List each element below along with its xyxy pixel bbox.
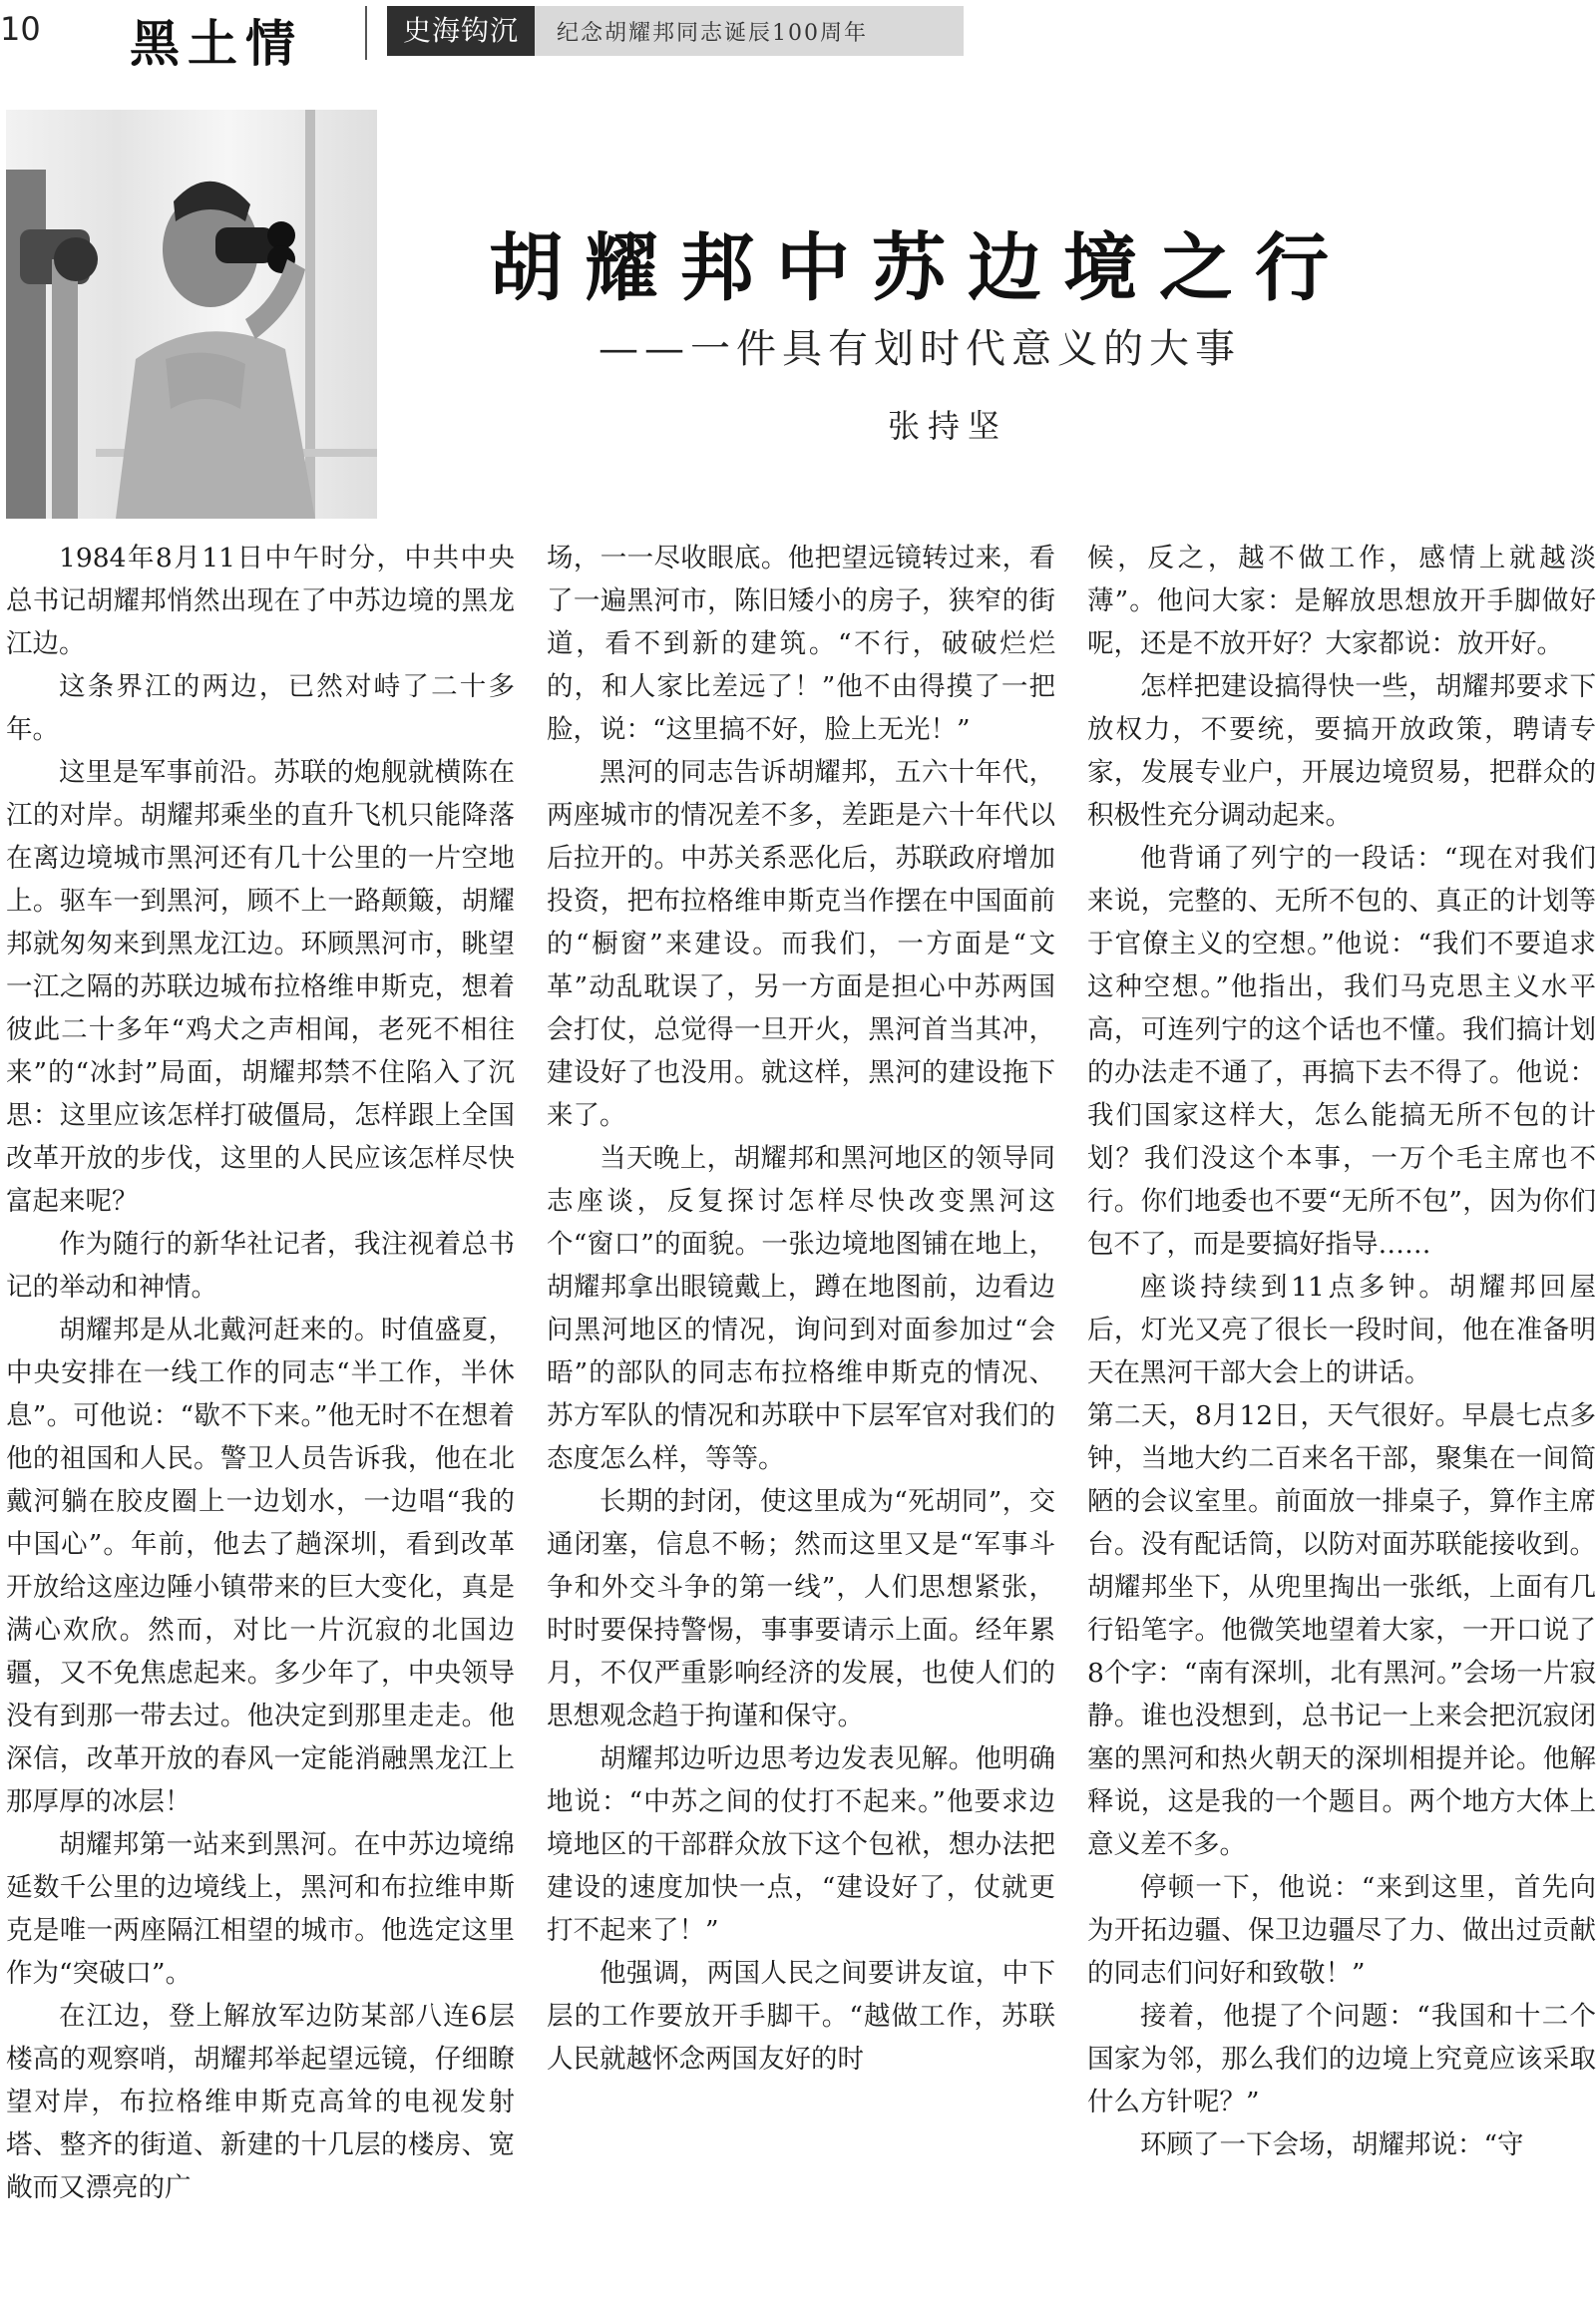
paragraph: 场，一一尽收眼底。他把望远镜转过来，看了一遍黑河市，陈旧矮小的房子，狭窄的街道，看不到新的建筑。“不行，破破烂烂的，和人家比差远了！”他不由得摸了一把脸，说：“这里搞不好，脸上无光！” <box>547 543 1055 745</box>
text-column-1 <box>6 537 515 2297</box>
paragraph: 当天晚上，胡耀邦和黑河地区的领导同志座谈，反复探讨怎样尽快改变黑河这个“窗口”的面貌。一张边境地图铺在地上，胡耀邦拿出眼镜戴上，蹲在地图前，边看边问黑河地区的情况，询问到对面参加过“会晤”的部队的同志布拉格维申斯克的情况、苏方军队的情况和苏联中下层军官对我们的态度怎么样，等等。 <box>547 1143 1055 1474</box>
paragraph: 在江边，登上解放军边防某部八连6层楼高的观察哨，胡耀邦举起望远镜，仔细瞭望对岸，布拉格维申斯克高耸的电视发射塔、整齐的街道、新建的十几层的楼房、宽敞而又漂亮的广 <box>6 2001 515 2203</box>
paragraph: 作为随行的新华社记者，我注视着总书记的举动和神情。 <box>6 1229 515 1303</box>
masthead-divider <box>365 6 367 60</box>
masthead-logo: 黑土情 <box>130 14 303 73</box>
photo-man-with-binoculars-icon <box>6 110 377 519</box>
article-title: 胡耀邦中苏边境之行 <box>489 225 1351 311</box>
text-column-3 <box>1087 537 1596 2297</box>
paragraph: 胡耀邦边听边思考边发表见解。他明确地说：“中苏之间的仗打不起来。”他要求边境地区的干部群众放下这个包袱，想办法把建设的速度加快一点，“建设好了，仗就更打不起来了！” <box>547 1743 1055 1946</box>
paragraph: 1984年8月11日中午时分，中共中央总书记胡耀邦悄然出现在了中苏边境的黑龙江边。 <box>6 543 515 659</box>
paragraph: 他背诵了列宁的一段话：“现在对我们来说，完整的、无所不包的、真正的计划等于官僚主义的空想。”他说：“我们不要追求这种空想。”他指出，我们马克思主义水平高，可连列宁的这个话也不懂。我们搞计划的办法走不通了，再搞下去不得了。他说：我们国家这样大，怎么能搞无所不包的计划？我们没这个本事，一万个毛主席也不行。你们地委也不要“无所不包”，因为你们包不了，而是要搞好指导…… <box>1087 843 1596 1260</box>
paragraph: 候，反之，越不做工作，感情上就越淡薄”。他问大家：是解放思想放开手脚做好呢，还是不放开好？大家都说：放开好。 <box>1087 543 1596 659</box>
paragraph: 这条界江的两边，已然对峙了二十多年。 <box>6 671 515 745</box>
paragraph: 黑河的同志告诉胡耀邦，五六十年代，两座城市的情况差不多，差距是六十年代以后拉开的。中苏关系恶化后，苏联政府增加投资，把布拉格维申斯克当作摆在中国面前的“橱窗”来建设。而我们，一方面是“文革”动乱耽误了，另一方面是担心中苏两国会打仗，总觉得一旦开火，黑河首当其冲，建设好了也没用。就这样，黑河的建设拖下来了。 <box>547 757 1055 1131</box>
section-banner <box>387 6 964 56</box>
section-subtitle: 纪念胡耀邦同志诞辰100周年 <box>557 20 869 46</box>
paragraph: 他强调，两国人民之间要讲友谊，中下层的工作要放开手脚干。“越做工作，苏联人民就越怀念两国友好的时 <box>547 1958 1055 2075</box>
paragraph: 胡耀邦是从北戴河赶来的。时值盛夏，中央安排在一线工作的同志“半工作，半休息”。可他说：“歇不下来。”他无时不在想着他的祖国和人民。警卫人员告诉我，他在北戴河躺在胶皮圈上一边划水，一边唱“我的中国心”。年前，他去了趟深圳，看到改革开放给这座边陲小镇带来的巨大变化，真是满心欢欣。然而，对比一片沉寂的北国边疆，又不免焦虑起来。多少年了，中央领导没有到那一带去过。他决定到那里走走。他深信，改革开放的春风一定能消融黑龙江上那厚厚的冰层！ <box>6 1315 515 1817</box>
article-author: 张持坚 <box>888 407 1008 445</box>
article-photo <box>6 110 377 519</box>
paragraph: 座谈持续到11点多钟。胡耀邦回屋后，灯光又亮了很长一段时间，他在准备明天在黑河干部大会上的讲话。 <box>1087 1272 1596 1388</box>
paragraph: 怎样把建设搞得快一些，胡耀邦要求下放权力，不要统，要搞开放政策，聘请专家，发展专业户，开展边境贸易，把群众的积极性充分调动起来。 <box>1087 671 1596 831</box>
paragraph: 这里是军事前沿。苏联的炮舰就横陈在江的对岸。胡耀邦乘坐的直升飞机只能降落在离边境城市黑河还有几十公里的一片空地上。驱车一到黑河，顾不上一路颠簸，胡耀邦就匆匆来到黑龙江边。环顾黑河市，眺望一江之隔的苏联边城布拉格维申斯克，想着彼此二十多年“鸡犬之声相闻，老死不相往来”的“冰封”局面，胡耀邦禁不住陷入了沉思：这里应该怎样打破僵局，怎样跟上全国改革开放的步伐，这里的人民应该怎样尽快富起来呢？ <box>6 757 515 1217</box>
section-label: 史海钩沉 <box>387 6 535 56</box>
text-column-2 <box>547 537 1055 2297</box>
article-subtitle: ——一件具有划时代意义的大事 <box>598 326 1241 372</box>
paragraph: 长期的封闭，使这里成为“死胡同”，交通闭塞，信息不畅；然而这里又是“军事斗争和外交斗争的第一线”，人们思想紧张，时时要保持警惕，事事要请示上面。经年累月，不仅严重影响经济的发展，也使人们的思想观念趋于拘谨和保守。 <box>547 1486 1055 1731</box>
page-number: 10 <box>0 10 41 48</box>
paragraph: 接着，他提了个问题：“我国和十二个国家为邻，那么我们的边境上究竟应该采取什么方针呢？” <box>1087 2001 1596 2117</box>
paragraph: 第二天，8月12日，天气很好。早晨七点多钟，当地大约二百来名干部，聚集在一间简陋的会议室里。前面放一排桌子，算作主席台。没有配话筒，以防对面苏联能接收到。胡耀邦坐下，从兜里掏出一张纸，上面有几行铅笔字。他微笑地望着大家，一开口说了8个字：“南有深圳，北有黑河。”会场一片寂静。谁也没想到，总书记一上来会把沉寂闭塞的黑河和热火朝天的深圳相提并论。他解释说，这是我的一个题目。两个地方大体上意义差不多。 <box>1087 1400 1596 1860</box>
paragraph: 胡耀邦第一站来到黑河。在中苏边境绵延数千公里的边境线上，黑河和布拉维申斯克是唯一两座隔江相望的城市。他选定这里作为“突破口”。 <box>6 1829 515 1989</box>
paragraph: 环顾了一下会场，胡耀邦说：“守 <box>1140 2129 1524 2160</box>
paragraph: 停顿一下，他说：“来到这里，首先向为开拓边疆、保卫边疆尽了力、做出过贡献的同志们问好和致敬！” <box>1087 1872 1596 1989</box>
